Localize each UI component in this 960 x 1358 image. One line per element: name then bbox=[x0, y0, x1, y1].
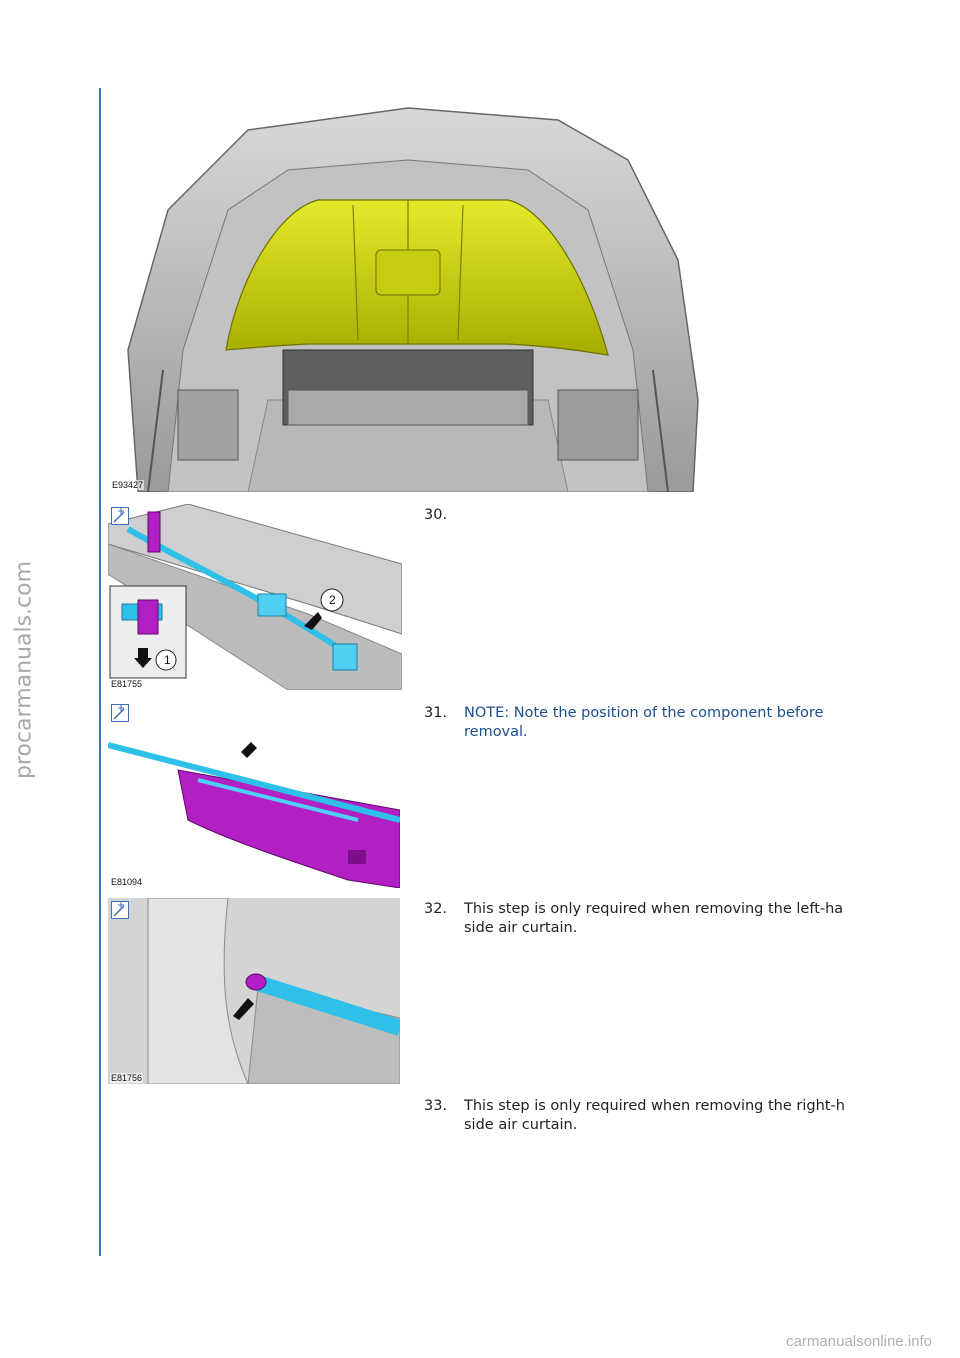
step-text: This step is only required when removing the left-ha bbox=[464, 901, 844, 917]
step-number: 32. bbox=[424, 901, 448, 917]
margin-rule bbox=[99, 88, 101, 1256]
zoom-image-button-31[interactable] bbox=[111, 704, 129, 722]
callout-2: 2 bbox=[329, 593, 336, 607]
step-number: 31. bbox=[424, 705, 448, 721]
magnify-icon bbox=[111, 704, 129, 722]
callout-1: 1 bbox=[164, 653, 171, 667]
figure-step-31 bbox=[108, 720, 400, 888]
figure-code-step-31: E81094 bbox=[111, 877, 143, 887]
step-text: This step is only required when removing the right-h bbox=[464, 1098, 845, 1114]
figure-main bbox=[108, 100, 706, 492]
pillar-harness-illustration bbox=[108, 898, 400, 1084]
figure-step-30 bbox=[108, 504, 402, 690]
figure-step-32 bbox=[108, 898, 400, 1084]
step-number: 30. bbox=[424, 507, 448, 523]
curtain-trim-illustration bbox=[108, 720, 400, 888]
zoom-image-button-32[interactable] bbox=[111, 901, 129, 919]
vehicle-interior-illustration bbox=[108, 100, 706, 492]
step-number: 33. bbox=[424, 1098, 448, 1114]
step-note-text: NOTE: Note the position of the component before removal. bbox=[464, 705, 824, 740]
figure-code-step-32: E81756 bbox=[111, 1073, 143, 1083]
bottom-watermark: carmanualsonline.info bbox=[786, 1333, 932, 1350]
magnify-icon bbox=[111, 901, 129, 919]
side-watermark bbox=[4, 560, 44, 780]
side-watermark-text: procarmanuals.com bbox=[11, 560, 37, 780]
harness-clip-illustration bbox=[108, 504, 402, 690]
magnify-icon bbox=[111, 507, 129, 525]
step-text-line2: side air curtain. bbox=[464, 1117, 578, 1133]
zoom-image-button-30[interactable] bbox=[111, 507, 129, 525]
figure-code-main: E93427 bbox=[112, 480, 144, 490]
step-text-line2: side air curtain. bbox=[464, 920, 578, 936]
figure-code-step-30: E81755 bbox=[111, 679, 143, 689]
